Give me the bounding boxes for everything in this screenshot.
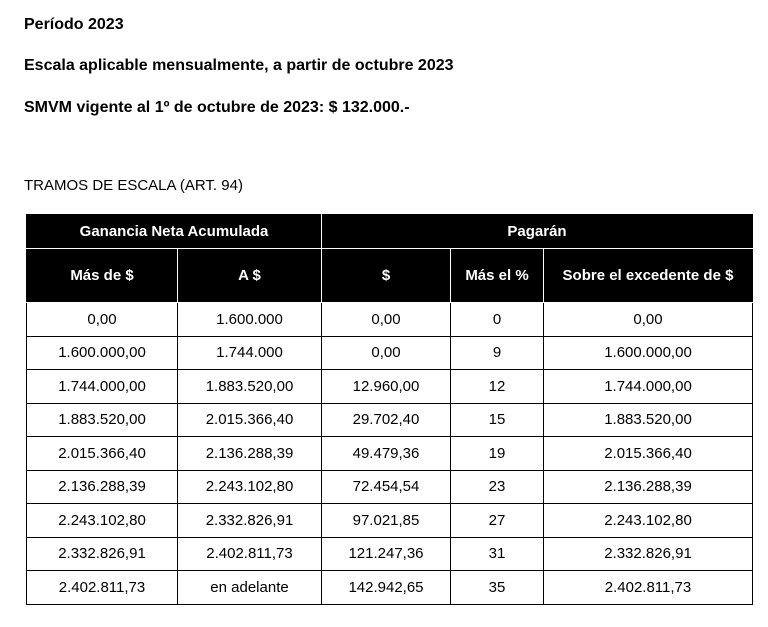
column-header-sobre-excedente: Sobre el excedente de $ (544, 249, 753, 303)
table-row (27, 403, 753, 437)
table-row (27, 571, 753, 605)
column-header-a: A $ (178, 249, 322, 303)
cell-fixed-amount: 121.247,36 (322, 537, 451, 571)
cell-sobre-excedente: 1.600.000,00 (544, 336, 753, 370)
cell-mas-de: 2.136.288,39 (27, 470, 178, 504)
table-row (27, 336, 753, 370)
cell-a: 1.600.000 (178, 303, 322, 337)
cell-a: 2.136.288,39 (178, 437, 322, 471)
cell-sobre-excedente: 2.015.366,40 (544, 437, 753, 471)
cell-mas-el-porcentaje: 0 (451, 303, 544, 337)
cell-a: 2.402.811,73 (178, 537, 322, 571)
cell-mas-de: 0,00 (27, 303, 178, 337)
cell-fixed-amount: 49.479,36 (322, 437, 451, 471)
cell-mas-el-porcentaje: 27 (451, 504, 544, 538)
cell-sobre-excedente: 2.243.102,80 (544, 504, 753, 538)
cell-mas-el-porcentaje: 19 (451, 437, 544, 471)
cell-mas-de: 2.402.811,73 (27, 571, 178, 605)
cell-mas-de: 2.332.826,91 (27, 537, 178, 571)
cell-a: 2.243.102,80 (178, 470, 322, 504)
cell-sobre-excedente: 1.744.000,00 (544, 370, 753, 404)
cell-fixed-amount: 0,00 (322, 303, 451, 337)
smvm-heading: SMVM vigente al 1º de octubre de 2023: $ 132.000.- (24, 99, 410, 116)
group-header-row (27, 215, 753, 249)
table-row (27, 437, 753, 471)
cell-mas-de: 2.015.366,40 (27, 437, 178, 471)
cell-a: 1.883.520,00 (178, 370, 322, 404)
cell-sobre-excedente: 0,00 (544, 303, 753, 337)
table-row (27, 504, 753, 538)
group-header-pagaran: Pagarán (322, 215, 753, 249)
column-header-mas-de: Más de $ (27, 249, 178, 303)
table-row (27, 303, 753, 337)
cell-mas-de: 1.600.000,00 (27, 336, 178, 370)
table-row (27, 370, 753, 404)
cell-fixed-amount: 142.942,65 (322, 571, 451, 605)
table-body (27, 303, 753, 605)
cell-mas-el-porcentaje: 23 (451, 470, 544, 504)
group-header-ganancia: Ganancia Neta Acumulada (27, 215, 322, 249)
cell-sobre-excedente: 2.332.826,91 (544, 537, 753, 571)
table-row (27, 470, 753, 504)
cell-a: 2.332.826,91 (178, 504, 322, 538)
cell-fixed-amount: 97.021,85 (322, 504, 451, 538)
column-header-row (27, 249, 753, 303)
cell-sobre-excedente: 1.883.520,00 (544, 403, 753, 437)
cell-mas-el-porcentaje: 15 (451, 403, 544, 437)
cell-a: en adelante (178, 571, 322, 605)
cell-fixed-amount: 0,00 (322, 336, 451, 370)
cell-mas-el-porcentaje: 12 (451, 370, 544, 404)
section-title: TRAMOS DE ESCALA (ART. 94) (24, 177, 243, 194)
cell-mas-de: 1.883.520,00 (27, 403, 178, 437)
column-header-mas-el-porcentaje: Más el % (451, 249, 544, 303)
tax-scale-table (26, 214, 753, 605)
cell-a: 2.015.366,40 (178, 403, 322, 437)
period-heading: Período 2023 (24, 16, 124, 33)
cell-mas-el-porcentaje: 31 (451, 537, 544, 571)
cell-fixed-amount: 72.454,54 (322, 470, 451, 504)
column-header-fixed-amount: $ (322, 249, 451, 303)
cell-sobre-excedente: 2.136.288,39 (544, 470, 753, 504)
cell-fixed-amount: 29.702,40 (322, 403, 451, 437)
table-row (27, 537, 753, 571)
cell-mas-de: 2.243.102,80 (27, 504, 178, 538)
scale-applicability-heading: Escala aplicable mensualmente, a partir de octubre 2023 (24, 57, 454, 74)
cell-sobre-excedente: 2.402.811,73 (544, 571, 753, 605)
cell-fixed-amount: 12.960,00 (322, 370, 451, 404)
cell-mas-de: 1.744.000,00 (27, 370, 178, 404)
cell-a: 1.744.000 (178, 336, 322, 370)
cell-mas-el-porcentaje: 9 (451, 336, 544, 370)
cell-mas-el-porcentaje: 35 (451, 571, 544, 605)
